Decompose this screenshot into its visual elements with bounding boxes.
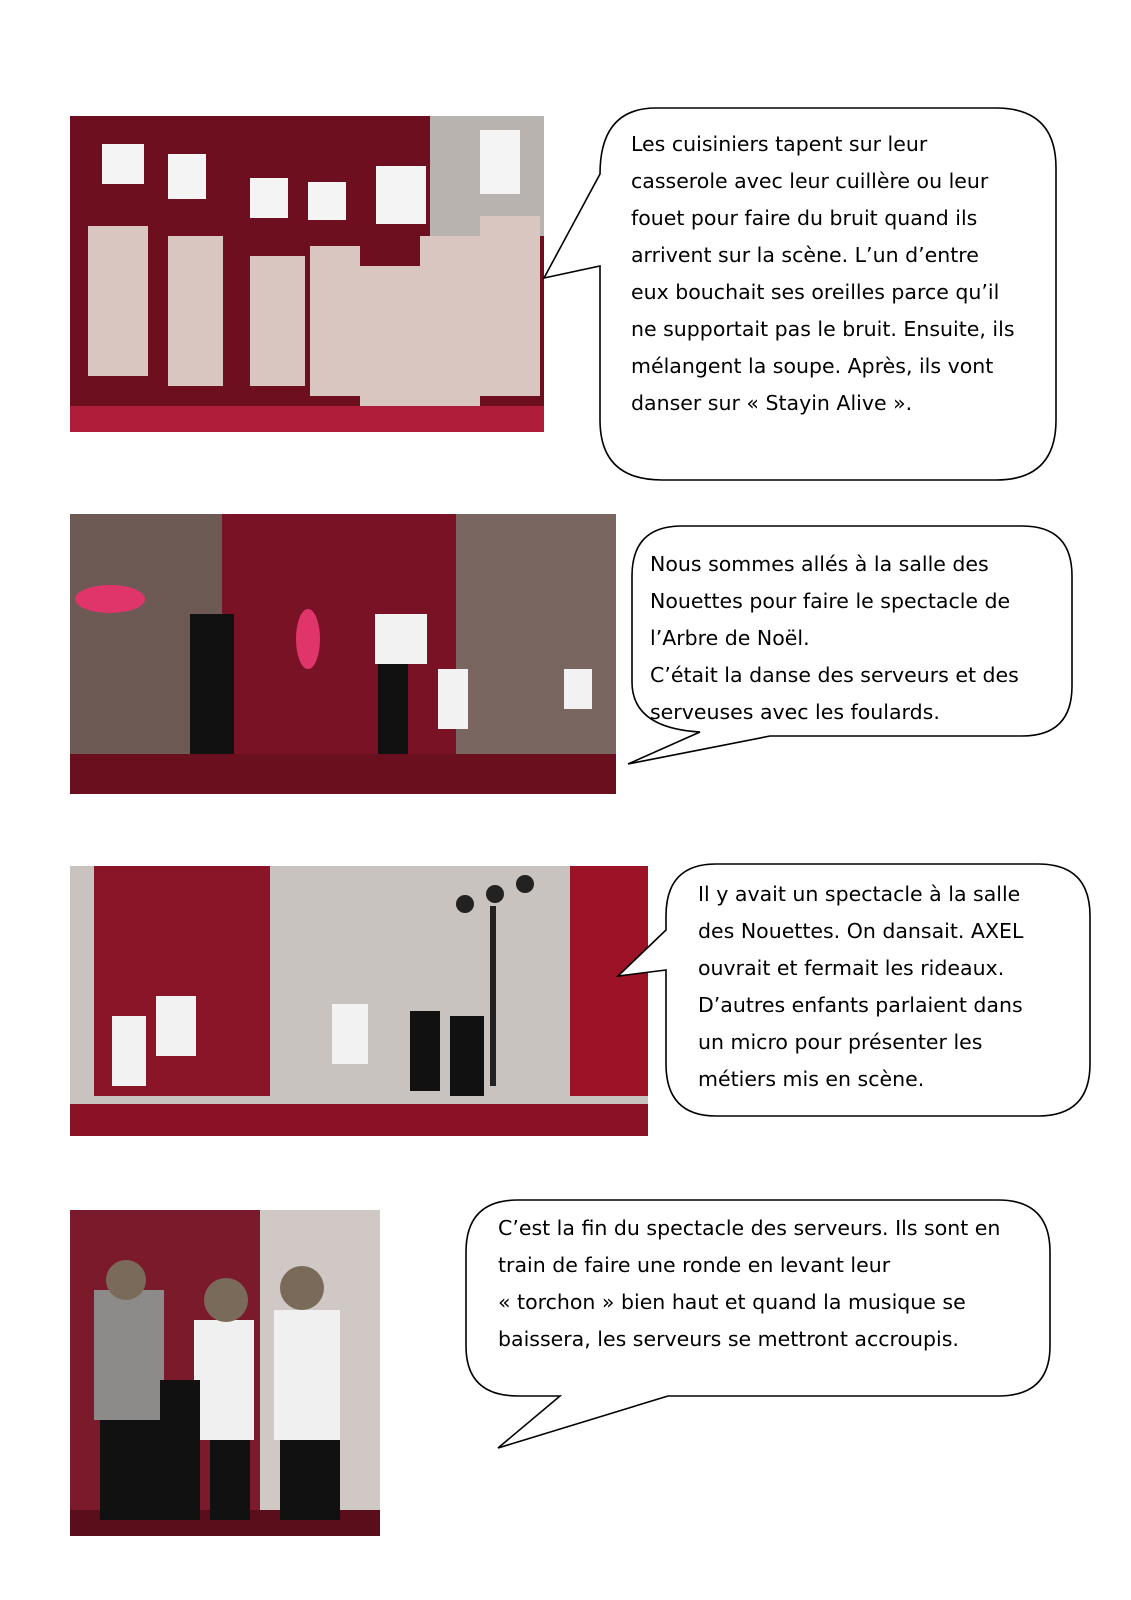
photo-waiters-round-dance <box>70 1210 380 1536</box>
bubble-text: C’est la fin du spectacle des serveurs. Ils sont en train de faire une ronde en levant leur « torchon » bien haut et quand la musique se baissera, les serveurs se mettront accroupis. <box>498 1216 1001 1351</box>
speech-bubble-3 <box>612 860 1096 1122</box>
photo-cooks-with-casseroles <box>70 116 544 432</box>
bubble-text: Il y avait un spectacle à la salle des Nouettes. On dansait. AXEL ouvrait et fermait les rideaux. D’autres enfants parlaient dans un micro pour présenter les métiers mis en scène. <box>698 882 1024 1091</box>
speech-bubble-2 <box>620 522 1080 772</box>
bubble-text: Les cuisiniers tapent sur leur casserole avec leur cuillère ou leur fouet pour faire du bruit quand ils arrivent sur la scène. L’un d’entre eux bouchait ses oreilles parce qu’il ne supportait pas le bruit. Ensuite, ils mélangent la soupe. Après, ils vont danser sur « Stayin Alive ». <box>631 132 1015 415</box>
speech-bubble-1 <box>536 104 1066 488</box>
photo-stage-show-curtains <box>70 866 648 1136</box>
photo-waiters-scarf-dance <box>70 514 616 794</box>
speech-bubble-4 <box>458 1196 1058 1454</box>
bubble-text: Nous sommes allés à la salle des Nouettes pour faire le spectacle de l’Arbre de Noël. C’était la danse des serveurs et des serveuses avec les foulards. <box>650 552 1019 724</box>
